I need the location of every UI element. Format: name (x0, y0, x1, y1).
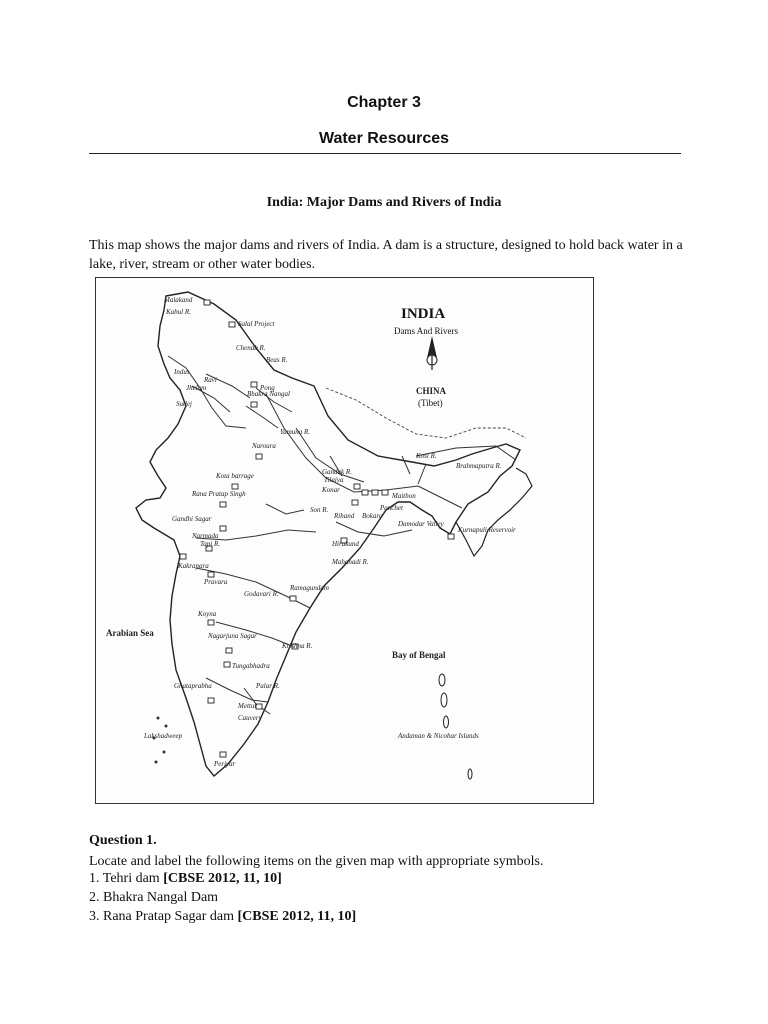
dam-label: Pravara (204, 578, 228, 586)
river-label: Sutlej (176, 400, 192, 408)
question-item: 1. Tehri dam [CBSE 2012, 11, 10] (89, 871, 282, 886)
river-label: Gandak R. (322, 468, 352, 476)
river-label: Ravi (204, 376, 217, 384)
dam-label: Damodar Valley (398, 520, 444, 528)
india-map (95, 277, 594, 804)
river-label: Palar R. (256, 682, 280, 690)
dam-label: Koyna (198, 610, 217, 618)
india-map-svg (96, 278, 593, 803)
river-label: Krishna R. (282, 642, 313, 650)
river-label: Kabul R. (166, 308, 191, 316)
andaman-label: Andaman & Nicobar Islands (398, 732, 479, 740)
river-label: Godavari R. (244, 590, 279, 598)
river-label: Jhelum (186, 384, 207, 392)
bay-of-bengal-label: Bay of Bengal (392, 650, 446, 660)
question-item: 3. Rana Pratap Sagar dam [CBSE 2012, 11, 10] (89, 909, 357, 924)
river-label: Indus (174, 368, 190, 376)
dam-label: Gandhi Sagar (172, 515, 212, 523)
dam-label: Kakrapara (178, 562, 209, 570)
header-divider (89, 153, 681, 154)
river-label: Narmada (192, 532, 219, 540)
dam-label: Bokaro (362, 512, 383, 520)
dam-label: Ghataprabha (174, 682, 212, 690)
dam-label: Panchet (380, 504, 403, 512)
dam-label: Rihand (334, 512, 355, 520)
lakshadweep-label: Lakshadweep (144, 732, 183, 740)
river-label: Beas R. (266, 356, 288, 364)
northeast-outline (456, 468, 532, 556)
intro-paragraph: This map shows the major dams and rivers of India. A dam is a structure, designed to hold back water in a lake, river, stream or other water bodies. (89, 238, 683, 272)
dam-label: Konar (322, 486, 340, 494)
dam-label: Pong (260, 384, 275, 392)
river-label: Yamuna R. (280, 428, 311, 436)
river-label: Son R. (310, 506, 329, 514)
dam-label: Tungabhadra (232, 662, 270, 670)
dam-label: Tilaiya (324, 476, 344, 484)
dam-label: Nagarjuna Sagar (208, 632, 257, 640)
map-title: INDIA (401, 306, 446, 322)
dam-label: Naroura (252, 442, 276, 450)
dam-label: Bhakra Nangal (247, 390, 290, 398)
question-text: Locate and label the following items on the given map with appropriate symbols. (89, 854, 544, 869)
river-label: Cauvery (238, 714, 262, 722)
dam-label: Ramagundam (290, 584, 329, 592)
dam-markers (180, 300, 454, 757)
question-item: 2. Bhakra Nangal Dam (89, 890, 219, 905)
river-label: Chenab R. (236, 344, 266, 352)
river-label: Brahmaputra R. (456, 462, 502, 470)
neighbor-sub-label: (Tibet) (418, 398, 443, 408)
dam-label: Salal Project (238, 320, 275, 328)
dam-label: Rana Pratap Singh (192, 490, 246, 498)
river-label: Tapi R. (200, 540, 220, 548)
andaman-islands (439, 674, 472, 779)
dam-label: Kurnapuli Reservoir (458, 526, 516, 534)
dam-label: Mettur (238, 702, 258, 710)
neighbor-label: CHINA (416, 386, 447, 396)
north-arrow (427, 336, 437, 370)
dam-label: Maithon (392, 492, 416, 500)
dam-label: Periyar (214, 760, 236, 768)
lakshadweep-islands (153, 717, 168, 764)
dam-label: Hirakund (332, 540, 359, 548)
dam-label: Kota barrage (216, 472, 254, 480)
river-label: Kosi R. (416, 452, 437, 460)
map-subtitle: Dams And Rivers (394, 326, 458, 336)
chapter-title: Chapter 3 (347, 94, 421, 111)
river-label: Mahanadi R. (332, 558, 369, 566)
question-title: Question 1. (89, 833, 157, 848)
arabian-sea-label: Arabian Sea (106, 628, 154, 638)
section-heading: India: Major Dams and Rivers of India (266, 195, 502, 210)
dam-label: Malakand (164, 296, 193, 304)
chapter-subject: Water Resources (318, 130, 450, 147)
